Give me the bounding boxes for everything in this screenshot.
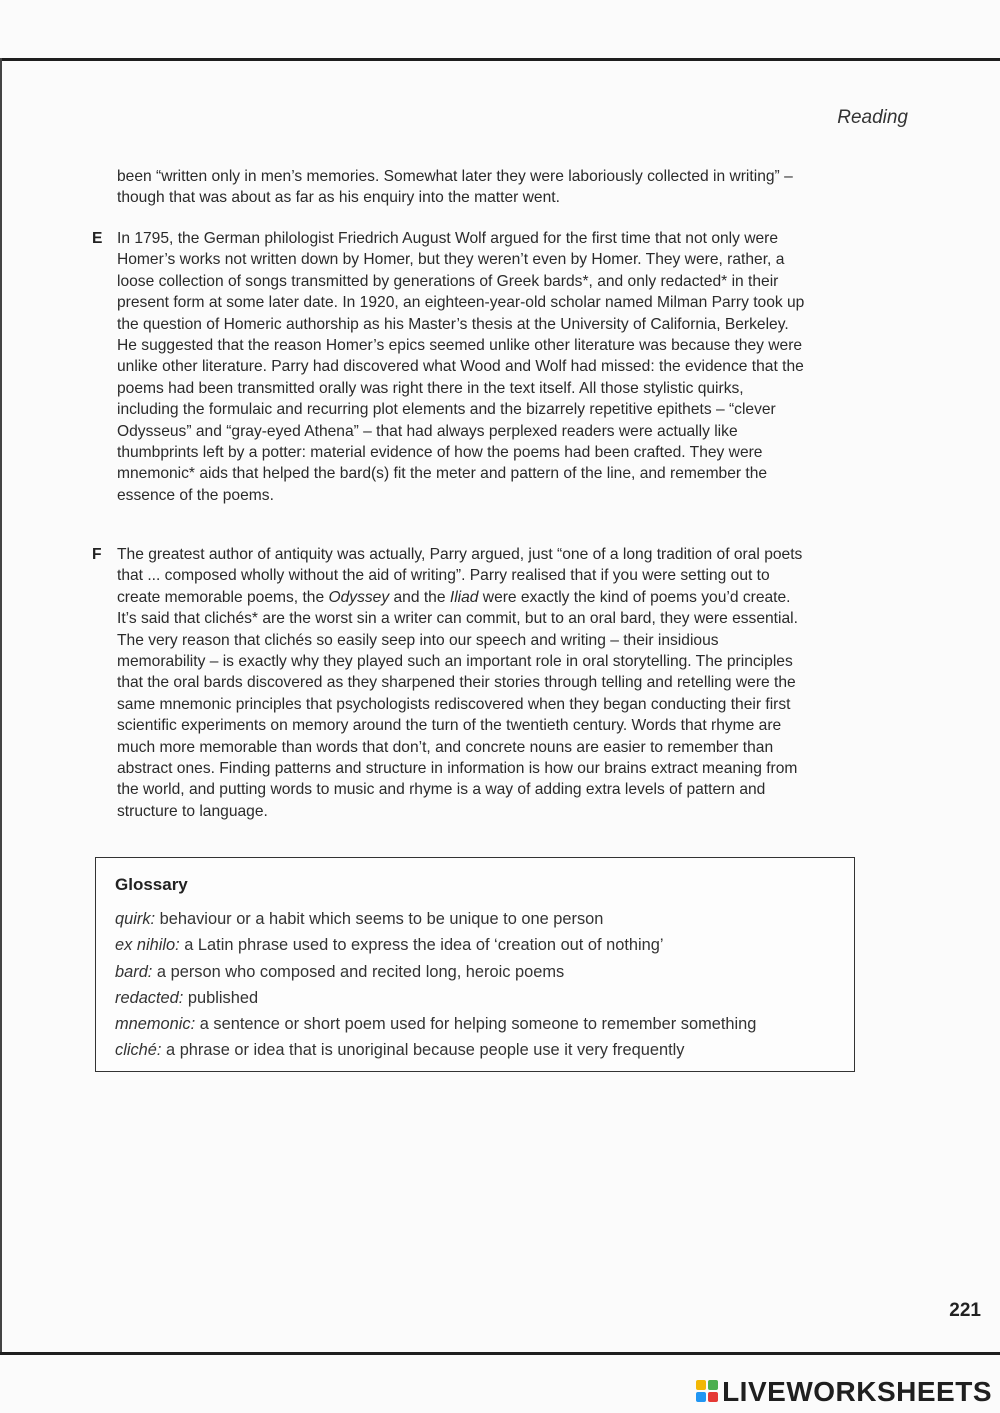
glossary-term: redacted:: [115, 988, 184, 1007]
liveworksheets-logo-icon: [696, 1380, 720, 1404]
glossary-box: [95, 857, 855, 1072]
glossary-definition: a phrase or idea that is unoriginal because people use it very frequently: [161, 1041, 685, 1060]
paragraph-f-part3: were exactly the kind of poems you’d create. It’s said that clichés* are the worst sin a writer can commit, but to an oral bard, they were essential. The very reason that clichés so easily seep into our speech and writing – their insidious memorability – is exactly why they played such an important role in oral storytelling. The principles that the oral bards discovered as they sharpened their stories through telling and retelling were the same mnemonic principles that psychologists rediscovered when they began conducting their first scientific experiments on memory around the turn of the twentieth century. Words that rhyme are much more memorable than words that don’t, and concrete nouns are easier to remember than abstract ones. Finding patterns and structure in information is how our brains extract meaning from the world, and putting words to music and rhyme is a way of adding extra levels of pattern and structure to language.: [117, 588, 798, 820]
glossary-definition: a Latin phrase used to express the idea of ‘creation out of nothing’: [179, 936, 664, 955]
glossary-definition: published: [183, 988, 259, 1007]
glossary-term: bard:: [115, 962, 153, 981]
title-odyssey: Odyssey: [328, 588, 390, 606]
glossary-term: quirk:: [115, 910, 156, 928]
glossary-term: cliché:: [115, 1041, 162, 1060]
paragraph-e-letter: E: [92, 230, 103, 247]
paragraph-f-part2: and the: [389, 588, 450, 606]
glossary-item: [115, 932, 756, 958]
liveworksheets-brand[interactable]: [696, 1376, 992, 1408]
glossary-term: ex nihilo:: [115, 936, 180, 955]
logo-square-icon: [708, 1392, 718, 1402]
glossary-item: [115, 1011, 756, 1037]
brand-text: LIVEWORKSHEETS: [722, 1376, 992, 1407]
glossary-definition: a person who composed and recited long, heroic poems: [152, 962, 565, 981]
logo-square-icon: [696, 1392, 706, 1402]
paragraph-e: In 1795, the German philologist Friedrich August Wolf argued for the first time that not only were Homer’s works not written down by Homer, but they weren’t even by Homer. They were, rather, a loose collection of songs transmitted by generations of Greek bards*, and only redacted* in their present form at some later date. In 1920, an eighteen-year-old scholar named Milman Parry took up the question of Homeric authorship as his Master’s thesis at the University of California, Berkeley. He suggested that the reason Homer’s epics seemed unlike other literature was because they were unlike other literature. Parry had discovered what Wood and Wolf had missed: the evidence that the poems had been transmitted orally was right there in the text itself. All those stylistic quirks, including the formulaic and recurring plot elements and the bizarrely repetitive epithets – “clever Odysseus” and “gray-eyed Athena” – that had always perplexed readers were actually like thumbprints left by a potter: material evidence of how the poems had been crafted. They were mnemonic* aids that helped the bard(s) fit the meter and pattern of the line, and remember the essence of the poems.: [117, 230, 805, 504]
paragraph-f-letter: F: [92, 546, 102, 563]
glossary-item: [115, 1037, 756, 1063]
top-rule: [0, 58, 1000, 61]
page-number: 221: [949, 1300, 981, 1321]
glossary-definition: behaviour or a habit which seems to be unique to one person: [155, 910, 604, 928]
glossary-list: [115, 906, 756, 1064]
glossary-title: Glossary: [115, 875, 188, 894]
glossary-item: [115, 985, 756, 1011]
title-iliad: Iliad: [449, 588, 479, 606]
section-label: Reading: [837, 107, 908, 128]
glossary-definition: a sentence or short poem used for helping someone to remember something: [195, 1015, 757, 1034]
logo-square-icon: [708, 1380, 718, 1390]
glossary-term: mnemonic:: [115, 1015, 196, 1034]
left-edge: [0, 58, 2, 1355]
glossary-item: [115, 959, 756, 985]
bottom-rule: [0, 1352, 1000, 1355]
paragraph-f: [117, 544, 807, 822]
paragraph-f-part1: The greatest author of antiquity was actually, Parry argued, just “one of a long tradition of oral poets that ... composed wholly without the aid of writing”. Parry realised that if you were setting out to create memorable poems, the: [117, 546, 803, 606]
passage-continuation: been “written only in men’s memories. Somewhat later they were laboriously collected in writing” – though that was about as far as his enquiry into the matter went.: [117, 168, 793, 207]
logo-square-icon: [696, 1380, 706, 1390]
glossary-item: [115, 906, 756, 932]
